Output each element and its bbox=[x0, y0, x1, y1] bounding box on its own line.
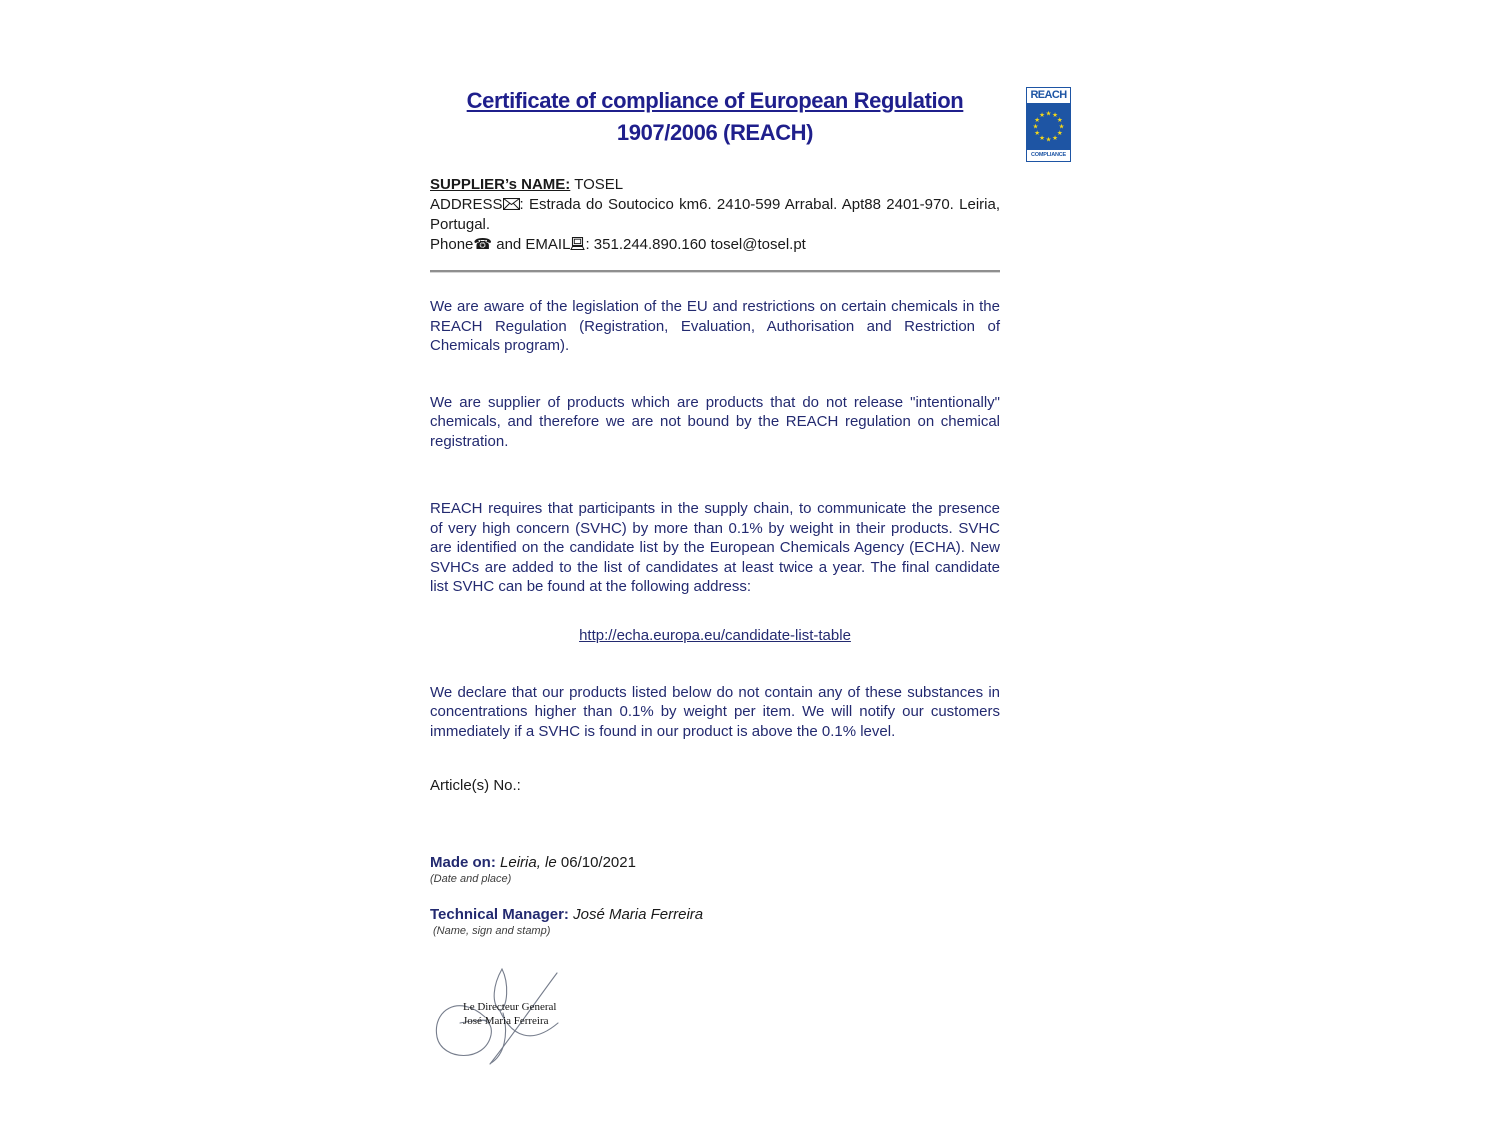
signature-line-1: Le Directeur General bbox=[463, 1001, 557, 1013]
technical-manager-block bbox=[430, 906, 1000, 937]
signature-block bbox=[430, 963, 615, 1078]
computer-icon bbox=[570, 236, 585, 256]
reach-compliance-logo bbox=[1026, 87, 1071, 162]
technical-manager-row bbox=[430, 906, 1000, 923]
svg-text:★: ★ bbox=[1039, 111, 1045, 120]
svg-text:★: ★ bbox=[1058, 122, 1065, 131]
supplier-block bbox=[430, 175, 1000, 255]
supplier-name-label: SUPPLIER’s NAME: bbox=[430, 176, 571, 193]
made-on-place: Leiria, le bbox=[495, 854, 557, 871]
made-on-label: Made on: bbox=[430, 854, 496, 871]
svg-text:★: ★ bbox=[1045, 109, 1052, 118]
svg-text:★: ★ bbox=[1056, 116, 1063, 124]
title-line-1: Certificate of compliance of European Regulation bbox=[466, 88, 964, 113]
supplier-phone-label: Phone bbox=[430, 235, 474, 253]
signature-text bbox=[463, 1000, 556, 1028]
supplier-name-row bbox=[430, 175, 1000, 195]
supplier-address-value: : Estrada do Soutocico km6. 2410-599 Arrabal. Apt88 2401-970. Leiria, Portugal. bbox=[430, 195, 1000, 233]
supplier-address-row bbox=[430, 195, 1000, 235]
horizontal-divider bbox=[430, 270, 1000, 273]
svg-text:★: ★ bbox=[1032, 122, 1039, 131]
svg-text:★: ★ bbox=[1045, 135, 1052, 144]
candidate-list-link[interactable]: http://echa.europa.eu/candidate-list-table bbox=[579, 626, 851, 644]
svg-text:★: ★ bbox=[1056, 129, 1063, 137]
technical-manager-name: José Maria Ferreira bbox=[568, 906, 704, 923]
supplier-name-value: TOSEL bbox=[570, 176, 624, 193]
svg-text:★: ★ bbox=[1034, 129, 1041, 137]
eu-stars-icon bbox=[1027, 103, 1070, 149]
envelope-icon bbox=[503, 196, 520, 216]
supplier-email-label: and EMAIL bbox=[492, 235, 571, 253]
reach-logo-title: REACH bbox=[1030, 89, 1067, 101]
svg-text:★: ★ bbox=[1034, 116, 1041, 124]
svg-text:★: ★ bbox=[1052, 133, 1058, 142]
reach-logo-subtitle: COMPLIANCE bbox=[1027, 149, 1070, 161]
supplier-phone-email-value: : 351.244.890.160 tosel@tosel.pt bbox=[585, 235, 806, 253]
paragraph-awareness: We are aware of the legislation of the EU and restrictions on certain chemicals in the REACH Regulation (Registration, Evaluation, Authorisation and Restriction of Chemicals program). bbox=[430, 298, 1000, 354]
technical-manager-label: Technical Manager: bbox=[430, 906, 569, 923]
document-title bbox=[430, 85, 1000, 149]
phone-icon: ☎ bbox=[473, 234, 493, 253]
made-on-row bbox=[430, 854, 1000, 871]
supplier-address-label: ADDRESS bbox=[430, 195, 503, 213]
title-line-2: 1907/2006 (REACH) bbox=[616, 120, 814, 145]
paragraph-supplier-status: We are supplier of products which are products that do not release "intentionally" chemicals, and therefore we are not bound by the REACH regulation on chemical registration. bbox=[430, 393, 1000, 450]
svg-text:★: ★ bbox=[1052, 111, 1058, 120]
paragraph-declaration: We declare that our products listed below do not contain any of these substances in concentrations higher than 0.1% by weight per item. We will notify our customers immediately if a SVHC is found in our product is above the 0.1% level. bbox=[430, 683, 1000, 740]
article-number-label: Article(s) No.: bbox=[430, 777, 521, 794]
paragraph-svhc: REACH requires that participants in the supply chain, to communicate the presence of very high concern (SVHC) by more than 0.1% by weight in their products. SVHC are identified on the candidate list by the European Chemicals Agency (ECHA). New SVHCs are added to the list of candidates at least twice a year. The final candidate list SVHC can be found at the following address: bbox=[430, 500, 1000, 595]
link-row bbox=[430, 627, 1000, 645]
made-on-note: (Date and place) bbox=[430, 873, 512, 885]
supplier-phone-row bbox=[430, 235, 1000, 256]
made-on-block bbox=[430, 854, 1000, 885]
technical-manager-note: (Name, sign and stamp) bbox=[433, 925, 551, 937]
certificate-document bbox=[430, 85, 1000, 1078]
signature-line-2: José Maria Ferreira bbox=[463, 1015, 549, 1027]
svg-text:★: ★ bbox=[1039, 133, 1045, 142]
made-on-date: 06/10/2021 bbox=[556, 854, 636, 871]
